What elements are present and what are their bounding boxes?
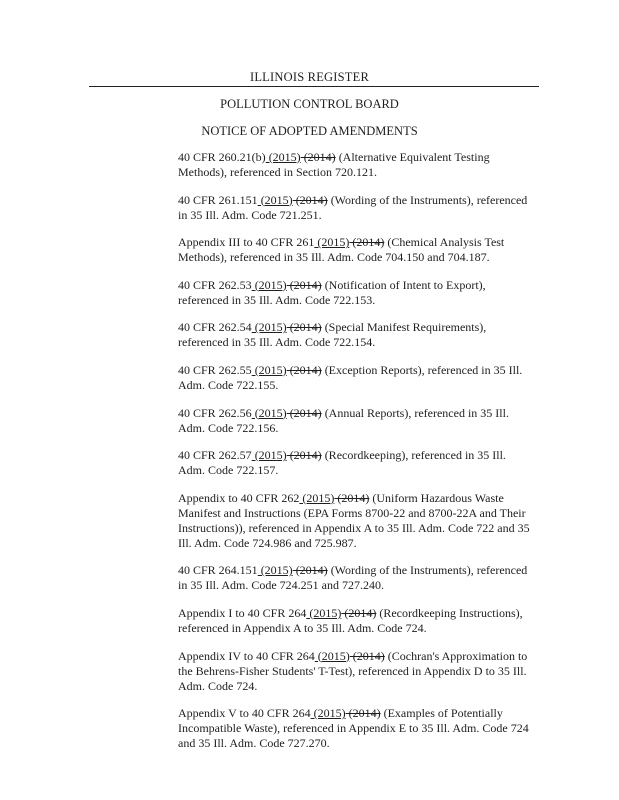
reference-added: (2015): [251, 405, 287, 420]
reference-added: (2015): [314, 235, 350, 250]
reference-rest: (Annual Reports), referenced in 35 Ill. Adm. Code 722.156.: [178, 405, 509, 435]
reference-removed: (2014): [286, 405, 322, 420]
reference-item: [178, 235, 534, 265]
reference-added: (2015): [251, 448, 287, 463]
reference-removed: (2014): [286, 362, 322, 377]
reference-rest: (Chemical Analysis Test Methods), referenced in 35 Ill. Adm. Code 704.150 and 704.187.: [178, 235, 505, 265]
board-name: POLLUTION CONTROL BOARD: [220, 97, 399, 111]
reference-lead: 40 CFR 261.151: [178, 192, 258, 207]
reference-added: (2015): [265, 150, 301, 164]
reference-rest: (Recordkeeping), referenced in 35 Ill. Adm. Code 722.157.: [178, 448, 506, 478]
reference-added: (2015): [251, 320, 287, 335]
reference-removed: (2014): [349, 235, 385, 250]
reference-removed: (2014): [300, 150, 336, 164]
reference-lead: Appendix V to 40 CFR 264: [178, 706, 311, 721]
reference-added: (2015): [251, 362, 287, 377]
reference-rest: (Special Manifest Requirements), referenced in 35 Ill. Adm. Code 722.154.: [178, 320, 487, 350]
reference-rest: (Notification of Intent to Export), referenced in 35 Ill. Adm. Code 722.153.: [178, 277, 486, 307]
reference-lead: 40 CFR 262.57: [178, 448, 252, 463]
header-rule: [89, 86, 539, 87]
reference-item: [178, 649, 534, 694]
reference-removed: (2014): [286, 277, 322, 292]
reference-lead: Appendix I to 40 CFR 264: [178, 605, 307, 620]
reference-item: [178, 150, 534, 180]
reference-rest: (Alternative Equivalent Testing Methods), referenced in Section 720.121.: [178, 150, 490, 179]
reference-added: (2015): [257, 563, 293, 578]
reference-rest: (Recordkeeping Instructions), referenced in Appendix A to 35 Ill. Adm. Code 724.: [178, 605, 523, 635]
reference-removed: (2014): [292, 563, 328, 578]
notice-title: NOTICE OF ADOPTED AMENDMENTS: [201, 124, 418, 138]
reference-added: (2015): [251, 277, 287, 292]
reference-rest: (Uniform Hazardous Waste Manifest and Instructions (EPA Forms 8700-22 and 8700-22A and Their Instructions)), referenced in Appendix A to 35 Ill. Adm. Code 722 and 35 Ill. Adm. Code 724.986 and 725.987.: [178, 490, 530, 550]
reference-removed: (2014): [349, 648, 385, 663]
reference-item: [178, 706, 534, 751]
reference-lead: 40 CFR 262.55: [178, 362, 252, 377]
reference-removed: (2014): [341, 605, 377, 620]
reference-removed: (2014): [286, 320, 322, 335]
reference-item: [178, 320, 534, 350]
reference-added: (2015): [310, 706, 346, 721]
reference-removed: (2014): [345, 706, 381, 721]
reference-item: [178, 448, 534, 478]
reference-item: [178, 563, 534, 593]
reference-lead: Appendix to 40 CFR 262: [178, 490, 300, 505]
register-title: ILLINOIS REGISTER: [249, 70, 369, 84]
reference-rest: (Exception Reports), referenced in 35 Ill. Adm. Code 722.155.: [178, 362, 523, 392]
reference-item: [178, 606, 534, 636]
reference-removed: (2014): [292, 192, 328, 207]
reference-added: (2015): [306, 605, 342, 620]
reference-item: [178, 363, 534, 393]
reference-added: (2015): [299, 490, 335, 505]
reference-rest: (Wording of the Instruments), referenced in 35 Ill. Adm. Code 724.251 and 727.240.: [178, 563, 528, 593]
reference-lead: Appendix IV to 40 CFR 264: [178, 648, 315, 663]
reference-lead: 40 CFR 262.56: [178, 405, 252, 420]
reference-removed: (2014): [334, 490, 370, 505]
reference-lead: 40 CFR 260.21(b): [178, 150, 266, 164]
reference-lead: 40 CFR 262.53: [178, 277, 252, 292]
reference-rest: (Examples of Potentially Incompatible Waste), referenced in Appendix E to 35 Ill. Adm. Code 724 and 35 Ill. Adm. Code 727.270.: [178, 706, 529, 751]
reference-rest: (Wording of the Instruments), referenced in 35 Ill. Adm. Code 721.251.: [178, 192, 528, 222]
reference-item: [178, 278, 534, 308]
reference-lead: Appendix III to 40 CFR 261: [178, 235, 315, 250]
reference-item: [178, 491, 534, 551]
reference-item: [178, 406, 534, 436]
reference-added: (2015): [257, 192, 293, 207]
reference-item: [178, 193, 534, 223]
reference-lead: 40 CFR 262.54: [178, 320, 252, 335]
reference-removed: (2014): [286, 448, 322, 463]
reference-added: (2015): [314, 648, 350, 663]
reference-lead: 40 CFR 264.151: [178, 563, 258, 578]
reference-list: [178, 150, 534, 764]
reference-rest: (Cochran's Approximation to the Behrens-Fisher Students' T-Test), referenced in Appendix D to 35 Ill. Adm. Code 724.: [178, 648, 528, 693]
